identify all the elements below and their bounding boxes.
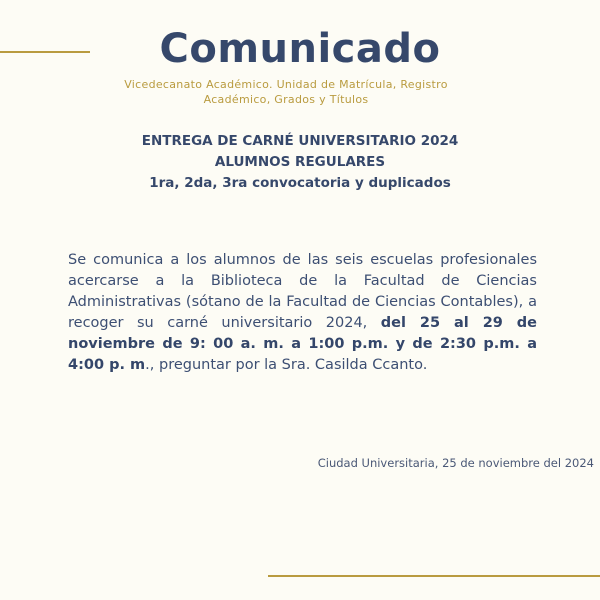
- footer-date: Ciudad Universitaria, 25 de noviembre del 2024: [317, 456, 594, 470]
- announcement-body: [68, 250, 537, 376]
- subtitle-line-1: Vicedecanato Académico. Unidad de Matrícula, Registro: [124, 78, 448, 91]
- subtitle-line-2: Académico, Grados y Títulos: [203, 93, 369, 106]
- heading-line-2: ALUMNOS REGULARES: [214, 154, 386, 170]
- announcement-headings: [0, 131, 600, 194]
- bottom-right-divider: [268, 575, 600, 577]
- body-text-normal: Se comunica a los alumnos de las seis escuelas profesionales acercarse a la Biblioteca de la Facultad de Ciencias Administrativas (sótano de la Facultad de Ciencias Contables), a recoger su carné universitario 2024,: [68, 252, 537, 331]
- heading-line-3: 1ra, 2da, 3ra convocatoria y duplicados: [149, 175, 451, 191]
- body-text-schedule: del 25 al 29 de noviembre de 9: 00 a. m. a 1:00 p.m. y de 2:30 p.m. a 4:00 p. m: [68, 315, 538, 373]
- body-text-end: ., preguntar por la Sra. Casilda Ccanto.: [145, 357, 428, 373]
- heading-line-1: ENTREGA DE CARNÉ UNIVERSITARIO 2024: [141, 133, 459, 149]
- subtitle: [100, 77, 472, 107]
- page-title: Comunicado: [159, 26, 441, 72]
